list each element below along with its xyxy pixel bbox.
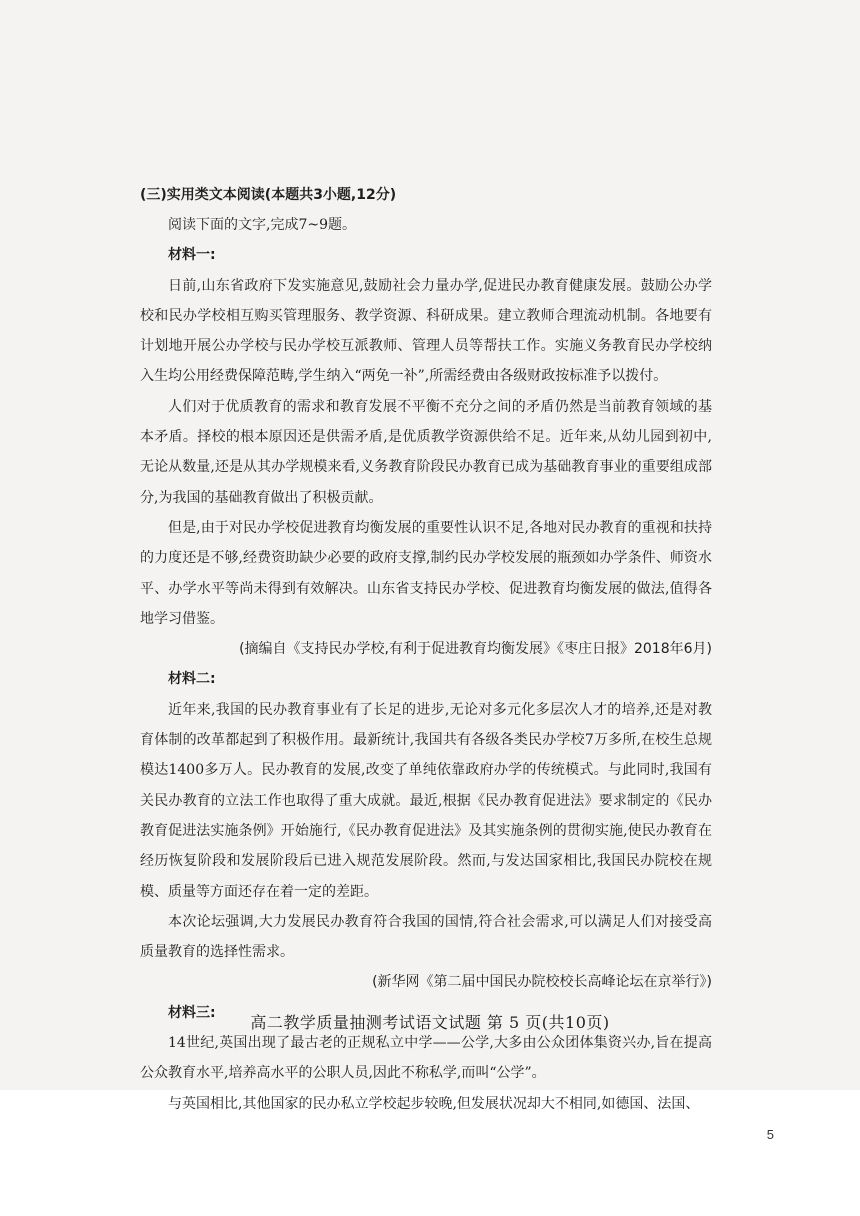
material-one-paragraph: 日前,山东省政府下发实施意见,鼓励社会力量办学,促进民办教育健康发展。鼓励公办学校和民办学校相互购买管理服务、教学资源、科研成果。建立教师合理流动机制。各地要有计划地开展公办学校与民办学校互派教师、管理人员等帮扶工作。实施义务教育民办学校纳入生均公用经费保障范畴,学生纳入“两免一补”,所需经费由各级财政按标准予以拨付。 xyxy=(140,277,712,385)
material-three-paragraph: 14世纪,英国出现了最古老的正规私立中学——公学,大多由公众团体集资兴办,旨在提高公众教育水平,培养高水平的公职人员,因此不称私学,而叫“公学”。 xyxy=(140,1035,712,1082)
material-three-label: 材料三: xyxy=(168,1004,216,1021)
material-one-paragraph: 人们对于优质教育的需求和教育发展不平衡不充分之间的矛盾仍然是当前教育领域的基本矛盾。择校的根本原因还是供需矛盾,是优质教学资源供给不足。近年来,从幼儿园到初中,无论从数量,还是从其办学规模来看,义务教育阶段民办教育已成为基础教育事业的重要组成部分,为我国的基础教育做出了积极贡献。 xyxy=(140,398,712,506)
material-two-paragraph: 近年来,我国的民办教育事业有了长足的进步,无论对多元化多层次人才的培养,还是对教育体制的改革都起到了积极作用。最新统计,我国共有各级各类民办学校7万多所,在校生总规模达1400多万人。民办教育的发展,改变了单纯依靠政府办学的传统模式。与此同时,我国有关民办教育的立法工作也取得了重大成就。最近,根据《民办教育促进法》要求制定的《民办教育促进法实施条例》开始施行,《民办教育促进法》及其实施条例的贯彻实施,使民办教育在经历恢复阶段和发展阶段后已进入规范发展阶段。然而,与发达国家相比,我国民办院校在规模、质量等方面还存在着一定的差距。 xyxy=(140,701,712,900)
reading-section xyxy=(140,180,712,1119)
section-title: (三)实用类文本阅读(本题共3小题,12分) xyxy=(140,187,397,203)
instruction-text: 阅读下面的文字,完成7~9题。 xyxy=(168,217,356,233)
page-footer: 高二教学质量抽测考试语文试题 第 5 页(共10页) xyxy=(250,1013,610,1032)
material-two-source: (新华网《第二届中国民办院校校长高峰论坛在京举行》) xyxy=(372,974,712,991)
material-one-paragraph: 但是,由于对民办学校促进教育均衡发展的重要性认识不足,各地对民办教育的重视和扶持的力度还是不够,经费资助缺少必要的政府支撑,制约民办学校发展的瓶颈如办学条件、师资水平、办学水平等尚未得到有效解决。山东省支持民办学校、促进教育均衡发展的做法,值得各地学习借鉴。 xyxy=(140,519,712,627)
material-one-label: 材料一: xyxy=(168,247,216,264)
material-two-label: 材料二: xyxy=(168,671,216,688)
material-one-source: (摘编自《支持民办学校,有利于促进教育均衡发展》《枣庄日报》2018年6月) xyxy=(239,641,712,658)
material-three-paragraph: 与英国相比,其他国家的民办私立学校起步较晚,但发展状况却大不相同,如德国、法国、 xyxy=(168,1095,700,1112)
page-number: 5 xyxy=(766,1127,774,1142)
material-two-paragraph: 本次论坛强调,大力发展民办教育符合我国的国情,符合社会需求,可以满足人们对接受高质量教育的选择性需求。 xyxy=(140,913,712,961)
